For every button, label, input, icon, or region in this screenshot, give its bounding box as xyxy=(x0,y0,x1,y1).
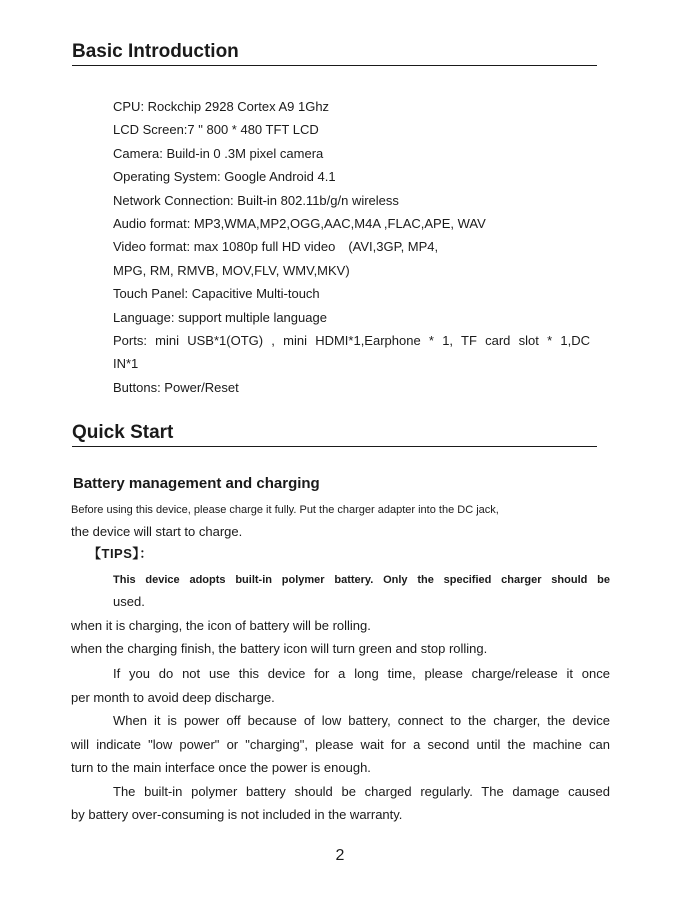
spec-language: Language: support multiple language xyxy=(113,309,327,325)
spec-network: Network Connection: Built-in 802.11b/g/n wireless xyxy=(113,192,399,208)
para2-line2: will indicate "low power" or "charging", please wait for a second until the machine can xyxy=(71,737,610,752)
page-number: 2 xyxy=(335,847,345,864)
para1-line2: per month to avoid deep discharge. xyxy=(71,690,275,705)
battery-intro-cont: the device will start to charge. xyxy=(71,524,243,539)
para1-line1: If you do not use this device for a long time, please charge/release it once xyxy=(113,666,610,681)
spec-os: Operating System: Google Android 4.1 xyxy=(113,169,336,185)
basic-introduction-heading: Basic Introduction xyxy=(72,40,597,66)
spec-lcd: LCD Screen:7 " 800 * 480 TFT LCD xyxy=(113,122,319,138)
spec-buttons: Buttons: Power/Reset xyxy=(113,379,239,395)
battery-intro-small: Before using this device, please charge it fully. Put the charger adapter into the DC jack, xyxy=(71,504,499,516)
quick-start-heading: Quick Start xyxy=(72,421,597,447)
para2-line1: When it is power off because of low battery, connect to the charger, the device xyxy=(113,713,610,728)
battery-subheading: Battery management and charging xyxy=(73,475,320,492)
finish-line: when the charging finish, the battery icon will turn green and stop rolling. xyxy=(71,641,488,656)
spec-list xyxy=(113,95,590,399)
para2-line3: turn to the main interface once the power is enough. xyxy=(71,760,371,775)
spec-video-cont: MPG, RM, RMVB, MOV,FLV, WMV,MKV) xyxy=(113,262,350,278)
spec-ports-cont: IN*1 xyxy=(113,356,139,372)
para3-line1: The built-in polymer battery should be charged regularly. The damage caused xyxy=(113,784,610,799)
spec-audio: Audio format: MP3,WMA,MP2,OGG,AAC,M4A ,FLAC,APE, WAV xyxy=(113,216,486,232)
para3-line2: by battery over-consuming is not included in the warranty. xyxy=(71,807,403,822)
spec-camera: Camera: Build-in 0 .3M pixel camera xyxy=(113,145,324,161)
tips-label: 【TIPS】： xyxy=(88,546,153,561)
spec-ports: Ports: mini USB*1(OTG) , mini HDMI*1,Earphone * 1, TF card slot * 1,DC xyxy=(113,333,590,349)
tips-cont: used. xyxy=(113,594,145,609)
tips-bold-note: This device adopts built-in polymer battery. Only the specified charger should be xyxy=(113,574,610,586)
spec-touch: Touch Panel: Capacitive Multi-touch xyxy=(113,286,320,302)
spec-video: Video format: max 1080p full HD video (AVI,3GP, MP4, xyxy=(113,239,439,255)
spec-cpu: CPU: Rockchip 2928 Cortex A9 1Ghz xyxy=(113,99,330,114)
charging-line: when it is charging, the icon of battery will be rolling. xyxy=(71,618,371,633)
